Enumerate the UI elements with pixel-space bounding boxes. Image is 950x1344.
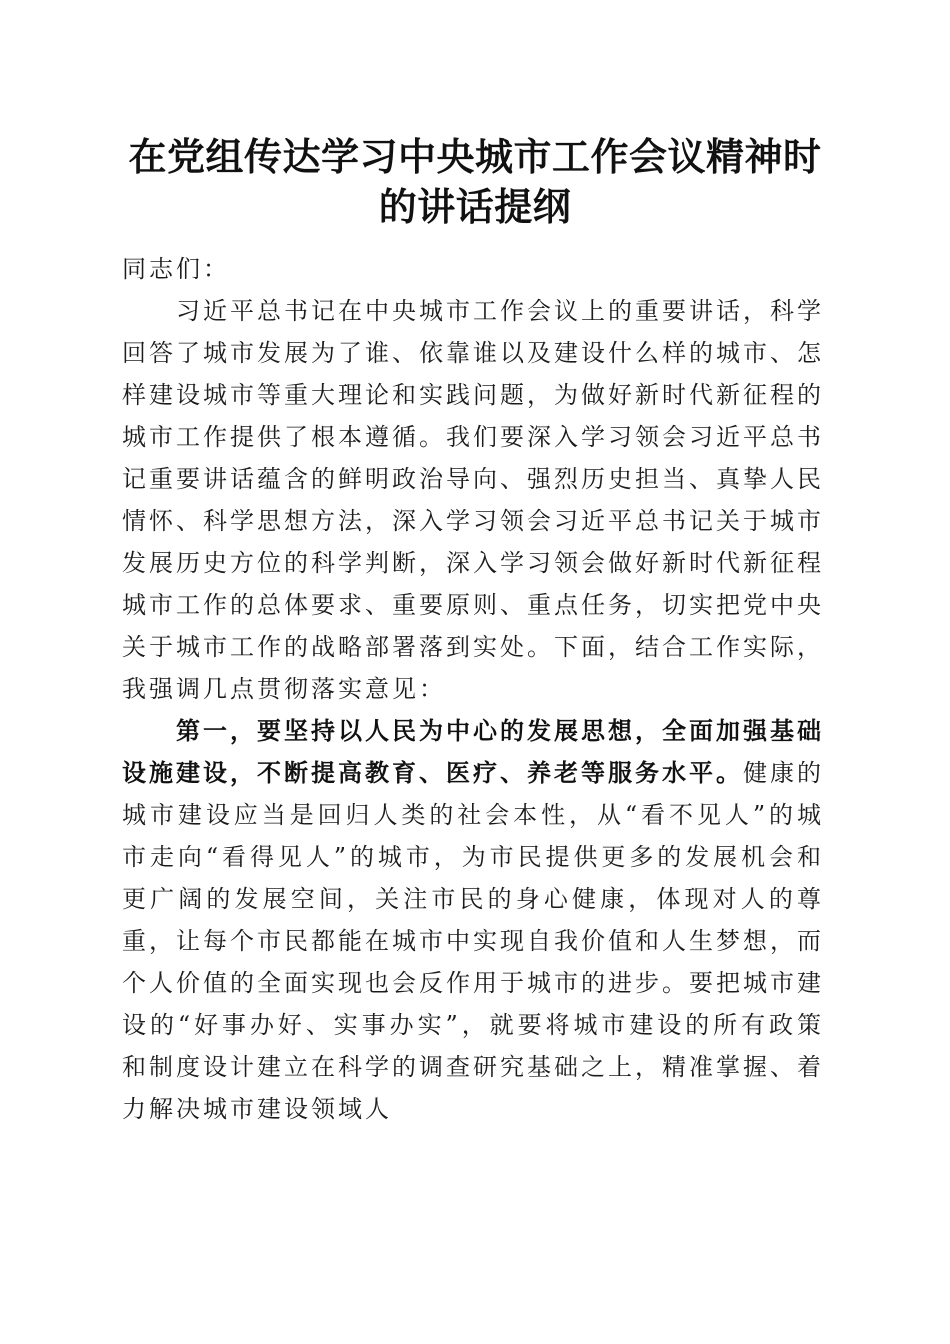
document-title: 在党组传达学习中央城市工作会议精神时的讲话提纲 xyxy=(128,134,822,229)
point-1-body: 健康的城市建设应当是回归人类的社会本性，从“看不见人”的城市走向“看得见人”的城市，为市民提供更多的发展机会和更广阔的发展空间，关注市民的身心健康，体现对人的尊重，让每个市民都能在城市中实现自我价值和人生梦想，而个人价值的全面实现也会反作用于城市的进步。要把城市建设的“好事办好、实事办实”，就要将城市建设的所有政策和制度设计建立在科学的调查研究基础之上，精准掌握、着力解决城市建设领域人 xyxy=(122,759,824,1123)
paragraph-intro: 习近平总书记在中央城市工作会议上的重要讲话，科学回答了城市发展为了谁、依靠谁以及建设什么样的城市、怎样建设城市等重大理论和实践问题，为做好新时代新征程的城市工作提供了根本遵循。我们要深入学习领会习近平总书记重要讲话蕴含的鲜明政治导向、强烈历史担当、真挚人民情怀、科学思想方法，深入学习领会习近平总书记关于城市发展历史方位的科学判断，深入学习领会做好新时代新征程城市工作的总体要求、重要原则、重点任务，切实把党中央关于城市工作的战略部署落到实处。下面，结合工作实际，我强调几点贯彻落实意见： xyxy=(122,297,824,703)
salutation: 同志们： xyxy=(122,255,230,283)
document-body xyxy=(122,248,824,1130)
paragraph-point-1 xyxy=(122,710,824,1130)
point-1-heading: 第一，要坚持以人民为中心的发展思想，全面加强基础设施建设，不断提高教育、医疗、养老等服务水平。 xyxy=(122,716,824,787)
